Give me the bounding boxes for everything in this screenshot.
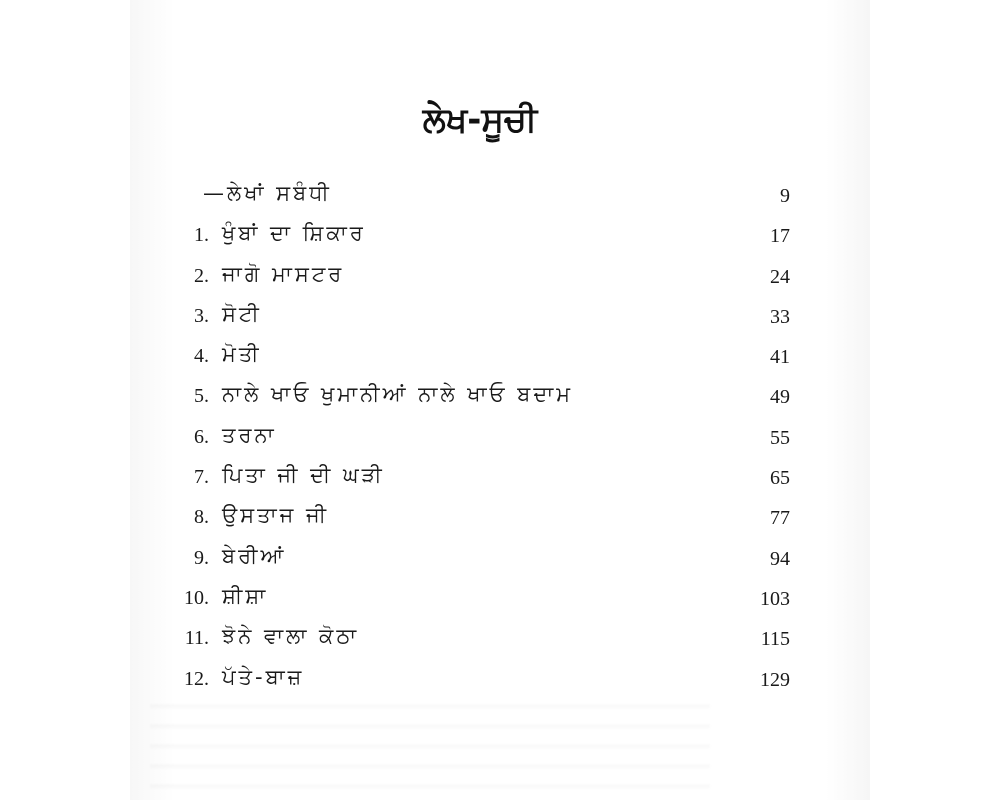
entry-title: —ਲੇਖਾਂ ਸਬੰਧੀ	[203, 181, 332, 205]
entry-number: 5.	[194, 385, 209, 408]
entry-page: 41	[770, 346, 790, 369]
toc-entry	[0, 581, 1000, 621]
show-through-text	[150, 690, 710, 790]
toc-entry	[0, 420, 1000, 460]
entry-number: 4.	[194, 345, 209, 368]
entry-number: 2.	[194, 264, 209, 287]
entry-number: 7.	[194, 466, 209, 489]
entry-title: ਉਸਤਾਜ ਜੀ	[222, 503, 330, 528]
toc-entry-intro	[0, 178, 1000, 218]
entry-number: 11.	[184, 627, 209, 650]
toc-entry	[0, 299, 1000, 339]
toc-entry	[0, 379, 1000, 419]
entry-title: ਬੇਰੀਆਂ	[222, 543, 287, 568]
entry-page: 55	[770, 426, 790, 449]
entry-page: 115	[760, 628, 790, 651]
entry-title: ਪਿਤਾ ਜੀ ਦੀ ਘੜੀ	[222, 463, 385, 488]
toc-entry	[0, 460, 1000, 500]
entry-title: ਝੋਨੇ ਵਾਲਾ ਕੋਠਾ	[222, 624, 360, 649]
toc-entry	[0, 339, 1000, 379]
toc-entry	[0, 500, 1000, 540]
entry-number: 1.	[194, 224, 209, 247]
table-of-contents	[0, 178, 1000, 702]
entry-number: 10.	[184, 586, 209, 609]
entry-number: 8.	[194, 506, 209, 529]
entry-page: 33	[770, 305, 790, 328]
entry-page: 17	[770, 225, 790, 248]
entry-page: 94	[770, 547, 790, 570]
toc-entry	[0, 259, 1000, 299]
entry-page: 103	[760, 587, 790, 610]
entry-title: ਪੱਤੇ-ਬਾਜ਼	[222, 664, 305, 689]
entry-page: 49	[770, 386, 790, 409]
page-title: ਲੇਖ-ਸੂਚੀ	[422, 100, 538, 140]
entry-number: 6.	[194, 425, 209, 448]
entry-page: 9	[780, 185, 790, 207]
entry-page: 65	[770, 467, 790, 490]
entry-number: 12.	[184, 667, 209, 690]
entry-title: ਸ਼ੀਸ਼ਾ	[222, 583, 269, 608]
toc-entry	[0, 218, 1000, 258]
entry-title: ਖੁੰਬਾਂ ਦਾ ਸ਼ਿਕਾਰ	[222, 221, 366, 246]
toc-entry	[0, 662, 1000, 702]
entry-title: ਮੋਤੀ	[222, 342, 262, 367]
entry-page: 24	[770, 265, 790, 288]
toc-entry	[0, 541, 1000, 581]
entry-title: ਤਰਨਾ	[222, 422, 277, 447]
entry-page: 77	[770, 507, 790, 530]
entry-page: 129	[760, 668, 790, 691]
entry-title: ਜਾਗੋ ਮਾਸਟਰ	[222, 261, 345, 286]
entry-title: ਸੋਟੀ	[222, 301, 262, 326]
entry-number: 3.	[194, 304, 209, 327]
toc-entry	[0, 621, 1000, 661]
entry-number: 9.	[194, 546, 209, 569]
entry-title: ਨਾਲੇ ਖਾਓ ਖੁਮਾਨੀਆਂ ਨਾਲੇ ਖਾਓ ਬਦਾਮ	[222, 382, 574, 407]
